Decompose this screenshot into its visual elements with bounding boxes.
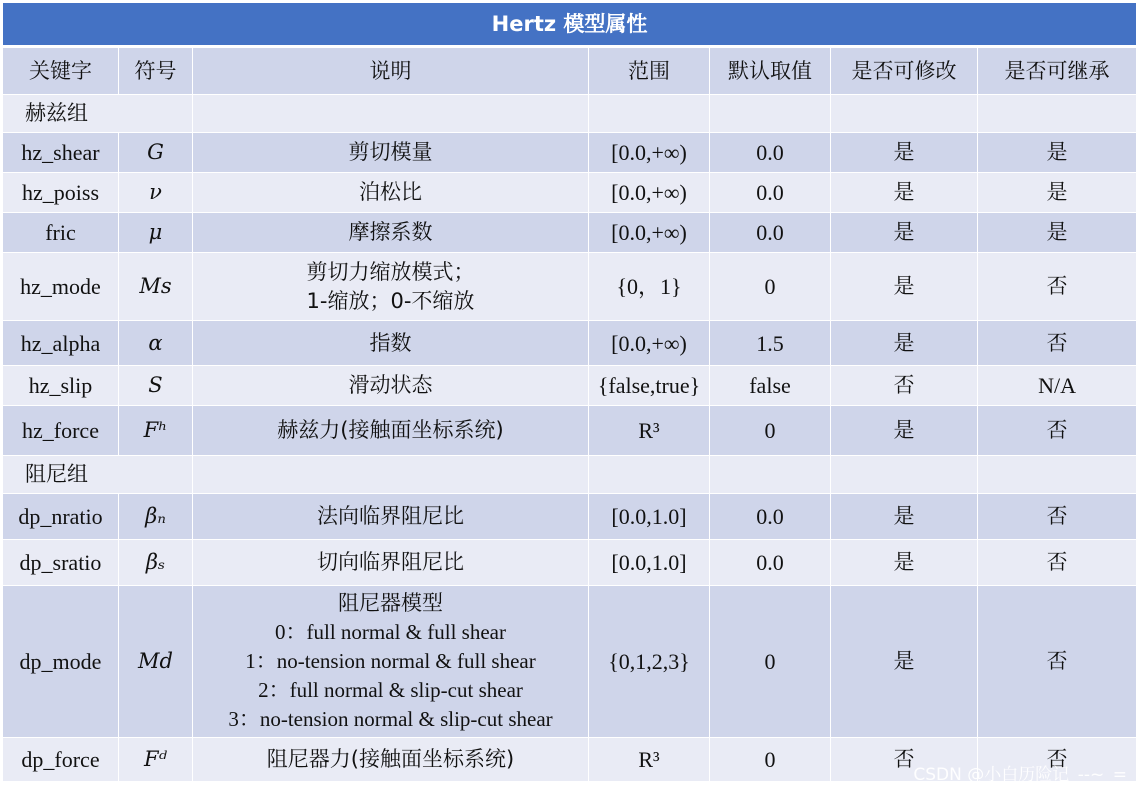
group-label: 阻尼组	[3, 456, 193, 494]
inheritable-cell: 是	[978, 173, 1137, 213]
inheritable-cell: 否	[978, 540, 1137, 586]
description-cell: 切向临界阻尼比	[193, 540, 589, 586]
default-cell: 0.0	[710, 540, 831, 586]
col-header-default: 默认取值	[710, 47, 831, 95]
table-row	[3, 253, 1137, 321]
default-cell: 0	[710, 738, 831, 782]
symbol-cell: Fᵈ	[119, 738, 193, 782]
modifiable-cell: 否	[831, 738, 978, 782]
col-header-symbol: 符号	[119, 47, 193, 95]
range-cell: [0.0,+∞)	[589, 173, 710, 213]
keyword-cell: dp_sratio	[3, 540, 119, 586]
range-cell: R³	[589, 406, 710, 456]
modifiable-cell: 是	[831, 173, 978, 213]
group-label: 赫兹组	[3, 95, 193, 133]
description-cell: 摩擦系数	[193, 213, 589, 253]
keyword-cell: dp_nratio	[3, 494, 119, 540]
keyword-cell: hz_shear	[3, 133, 119, 173]
table-title: Hertz 模型属性	[3, 3, 1137, 47]
modifiable-cell: 是	[831, 406, 978, 456]
modifiable-cell: 是	[831, 253, 978, 321]
symbol-cell: G	[119, 133, 193, 173]
range-cell: {0，1}	[589, 253, 710, 321]
description-cell: 剪切模量	[193, 133, 589, 173]
col-header-keyword: 关键字	[3, 47, 119, 95]
range-cell: {0,1,2,3}	[589, 586, 710, 738]
default-cell: 0	[710, 253, 831, 321]
inheritable-cell: 否	[978, 738, 1137, 782]
description-cell: 剪切力缩放模式； 1-缩放；0-不缩放	[193, 253, 589, 321]
modifiable-cell: 是	[831, 540, 978, 586]
keyword-cell: hz_poiss	[3, 173, 119, 213]
group-row-hertz	[3, 95, 1137, 133]
table-row	[3, 494, 1137, 540]
watermark: CSDN @小白历险记_--~_=	[913, 765, 1127, 785]
description-cell: 阻尼器模型 0：full normal & full shear 1：no-tension normal & full shear 2：full normal & slip-cut shear 3：no-tension normal & slip-cut shear	[193, 586, 589, 738]
table-row	[3, 213, 1137, 253]
modifiable-cell: 是	[831, 213, 978, 253]
hertz-properties-table	[2, 2, 1137, 782]
default-cell: 0.0	[710, 213, 831, 253]
default-cell: false	[710, 366, 831, 406]
symbol-cell: μ	[119, 213, 193, 253]
symbol-cell: Fʰ	[119, 406, 193, 456]
default-cell: 0.0	[710, 494, 831, 540]
symbol-cell: S	[119, 366, 193, 406]
keyword-cell: dp_force	[3, 738, 119, 782]
header-row	[3, 47, 1137, 95]
description-cell: 法向临界阻尼比	[193, 494, 589, 540]
table-row	[3, 406, 1137, 456]
keyword-cell: hz_slip	[3, 366, 119, 406]
table-title-row	[3, 3, 1137, 47]
col-header-range: 范围	[589, 47, 710, 95]
keyword-cell: fric	[3, 213, 119, 253]
description-cell: 赫兹力(接触面坐标系统)	[193, 406, 589, 456]
inheritable-cell: 否	[978, 321, 1137, 366]
keyword-cell: hz_force	[3, 406, 119, 456]
col-header-modifiable: 是否可修改	[831, 47, 978, 95]
default-cell: 0	[710, 586, 831, 738]
default-cell: 1.5	[710, 321, 831, 366]
table-row	[3, 321, 1137, 366]
symbol-cell: βₛ	[119, 540, 193, 586]
symbol-cell: Md	[119, 586, 193, 738]
range-cell: [0.0,+∞)	[589, 133, 710, 173]
modifiable-cell: 是	[831, 586, 978, 738]
keyword-cell: hz_alpha	[3, 321, 119, 366]
inheritable-cell: 是	[978, 213, 1137, 253]
col-header-description: 说明	[193, 47, 589, 95]
default-cell: 0	[710, 406, 831, 456]
inheritable-cell: 否	[978, 406, 1137, 456]
modifiable-cell: 否	[831, 366, 978, 406]
description-cell: 泊松比	[193, 173, 589, 213]
table-row	[3, 133, 1137, 173]
modifiable-cell: 是	[831, 133, 978, 173]
col-header-inheritable: 是否可继承	[978, 47, 1137, 95]
symbol-cell: Ms	[119, 253, 193, 321]
keyword-cell: dp_mode	[3, 586, 119, 738]
symbol-cell: ν	[119, 173, 193, 213]
range-cell: R³	[589, 738, 710, 782]
description-cell: 阻尼器力(接触面坐标系统)	[193, 738, 589, 782]
symbol-cell: βₙ	[119, 494, 193, 540]
table-row	[3, 366, 1137, 406]
range-cell: [0.0,1.0]	[589, 540, 710, 586]
default-cell: 0.0	[710, 133, 831, 173]
group-row-damping	[3, 456, 1137, 494]
table-row	[3, 540, 1137, 586]
inheritable-cell: 是	[978, 133, 1137, 173]
description-cell: 滑动状态	[193, 366, 589, 406]
keyword-cell: hz_mode	[3, 253, 119, 321]
table-row	[3, 173, 1137, 213]
range-cell: [0.0,1.0]	[589, 494, 710, 540]
inheritable-cell: 否	[978, 586, 1137, 738]
range-cell: {false,true}	[589, 366, 710, 406]
inheritable-cell: N/A	[978, 366, 1137, 406]
range-cell: [0.0,+∞)	[589, 321, 710, 366]
default-cell: 0.0	[710, 173, 831, 213]
description-cell: 指数	[193, 321, 589, 366]
inheritable-cell: 否	[978, 494, 1137, 540]
modifiable-cell: 是	[831, 494, 978, 540]
inheritable-cell: 否	[978, 253, 1137, 321]
range-cell: [0.0,+∞)	[589, 213, 710, 253]
symbol-cell: α	[119, 321, 193, 366]
modifiable-cell: 是	[831, 321, 978, 366]
table-row	[3, 586, 1137, 738]
